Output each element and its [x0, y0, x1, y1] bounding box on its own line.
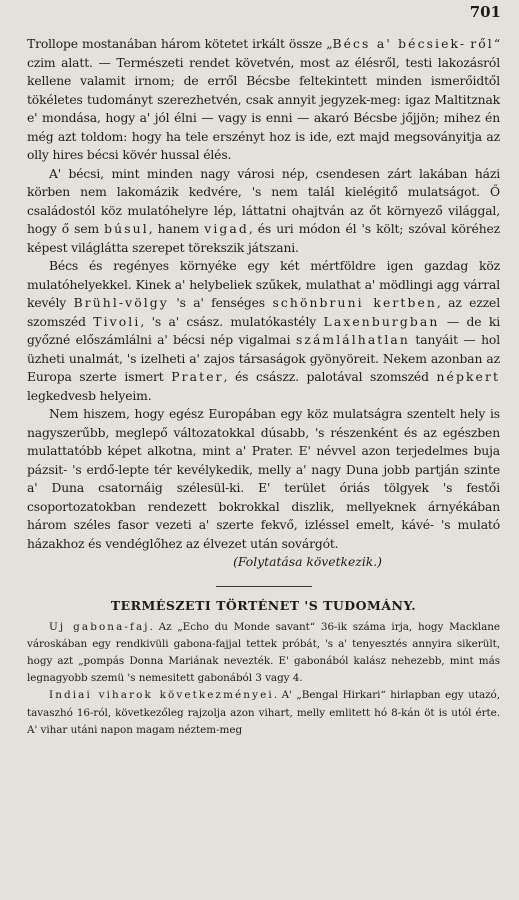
text-run: Bécs és regényes környéke egy két mértföldre igen gazdag köz mulatóhelyekkel. Kinek a' helybeliek szűkek, mulathat a' mödlingi agg várral kevély — [27, 259, 500, 310]
text-run: . Az „Echo du Monde savant“ 36-ik száma irja, hogy Macklane városkában egy rendkivüli gabona-fajjal tettek próbát, 's a' tenyesztés annyira sikerült, hogy azt „pompás Donna Mariának nevezték. E' gabonából kalász nehezebb, mint más legnagyobb szemü 's nemesitett gabonából 3 vagy 4. — [27, 620, 500, 685]
paragraph — [27, 165, 500, 258]
article-body — [27, 35, 500, 739]
spaced-emphasis: Brühl-völgy — [73, 296, 169, 310]
spaced-emphasis: vigad — [204, 222, 249, 236]
text-run: — de ki győzné előszámlálni a' bécsi nép vigalmai — [27, 314, 500, 347]
paragraph — [27, 405, 500, 553]
spaced-emphasis: Bécs a' bécsiek- — [332, 37, 467, 51]
section-divider — [216, 586, 312, 587]
spaced-emphasis: Tivoli — [93, 314, 141, 329]
spaced-emphasis: schönbruni kertben — [272, 296, 437, 310]
text-run: , 's a' csász. mulatókastély — [140, 314, 324, 329]
text-run: legkedvesb helyeim. — [27, 388, 152, 403]
paragraph — [27, 35, 500, 165]
spaced-emphasis: Indiai viharok következményei — [49, 689, 274, 702]
text-run: “ czim alatt. — Természeti rendet követvén, most az élésről, testi lakozásról kellene valamit irnom; de erről Bécsbe feltekintett minden ismerőidtől tökéletes tudományt szerezhetvén, csak annyit jegyzek-meg: igaz Maltitznak e' mondása, hogy a' jól élni — vagy is enni — akaró Bécsbe jőjjön; mihez én még azt toldom: hogy ha tele erszényt hoz is ide, ezt majd megsoványitja az olly hires bécsi kövér hussal élés. — [27, 37, 501, 162]
text-run: Trollope mostanában három kötetet irkált össze „ — [27, 37, 333, 51]
section-title: TERMÉSZETI TÖRTÉNET 'S TUDOMÁNY. — [110, 597, 417, 613]
text-run: , hanem — [148, 222, 205, 236]
text-run: , az ezzel szomszéd — [27, 296, 500, 329]
text-run: , és uri módon él 's költ; szóval köréhez képest világlátta szerepet törekszik játszani. — [27, 222, 501, 255]
text-run: 's a' fenséges — [168, 296, 273, 310]
spaced-emphasis: népkert — [436, 370, 501, 384]
text-run: Nem hiszem, hogy egész Europában egy köz mulatságra szentelt hely is nagyszerűbb, meglepő változatokkal dúsabb, 's részenként és az egészben mulattatóbb képet alkotna, mint a' Prater. E' névvel azon terjedelmes buja pázsit- 's erdő-lepte tér kevélykedik, melly a' nagy Duna jobb partján szinte a' Duna csatornáig szélesül-ki. E' terület óriás tölgyek 's festői csoportozatokban rendezett bokrokkal diszlik, mellyeknek árnyékában három széles fasor vezeti a' szerte fekvő, izléssel emelt, kávé- 's mulató házakhoz és vendéglőhez az élvezet után sovárgót. — [27, 407, 500, 551]
spaced-emphasis: Laxenburgban — [323, 314, 440, 329]
paragraph — [27, 257, 500, 405]
spaced-emphasis: búsul — [104, 222, 149, 236]
text-run: A' bécsi, mint minden nagy városi nép, csendesen zárt lakában házi körben nem lakomázik kedvére, 's nem talál kielégitő mulatságot. Ő családostól köz mulatóhelyre lép, láttatni ohajtván az őt környező világgal, hogy ő sem — [27, 166, 500, 236]
text-run: tanyáit — hol üzheti unalmát, 's izelheti a' zajos társaságok gyönyöreit. Nekem azonban az Europa szerte ismert — [27, 333, 500, 384]
news-item — [27, 619, 500, 688]
spaced-emphasis: számlálhatlan — [295, 333, 410, 347]
text-run: , és császz. palotával szomszéd — [223, 370, 437, 384]
news-item — [27, 687, 500, 739]
text-run: . A' „Bengal Hirkari“ hirlapban egy utazó, tavaszhó 16-ról, következőleg rajzolja azon vihart, melly emlitett hó 8-kán öt is utól érte. A' vihar utáni napon magam néztem-meg — [27, 689, 500, 736]
continuation-note: (Folytatása következik.) — [233, 555, 382, 569]
paragraph-list — [27, 35, 500, 553]
spaced-emphasis: Prater — [171, 370, 224, 384]
spaced-emphasis: Uj gabona-faj — [49, 620, 150, 633]
spaced-emphasis: ről — [470, 37, 494, 51]
page-number: 701 — [469, 3, 501, 21]
news-list — [27, 619, 500, 739]
